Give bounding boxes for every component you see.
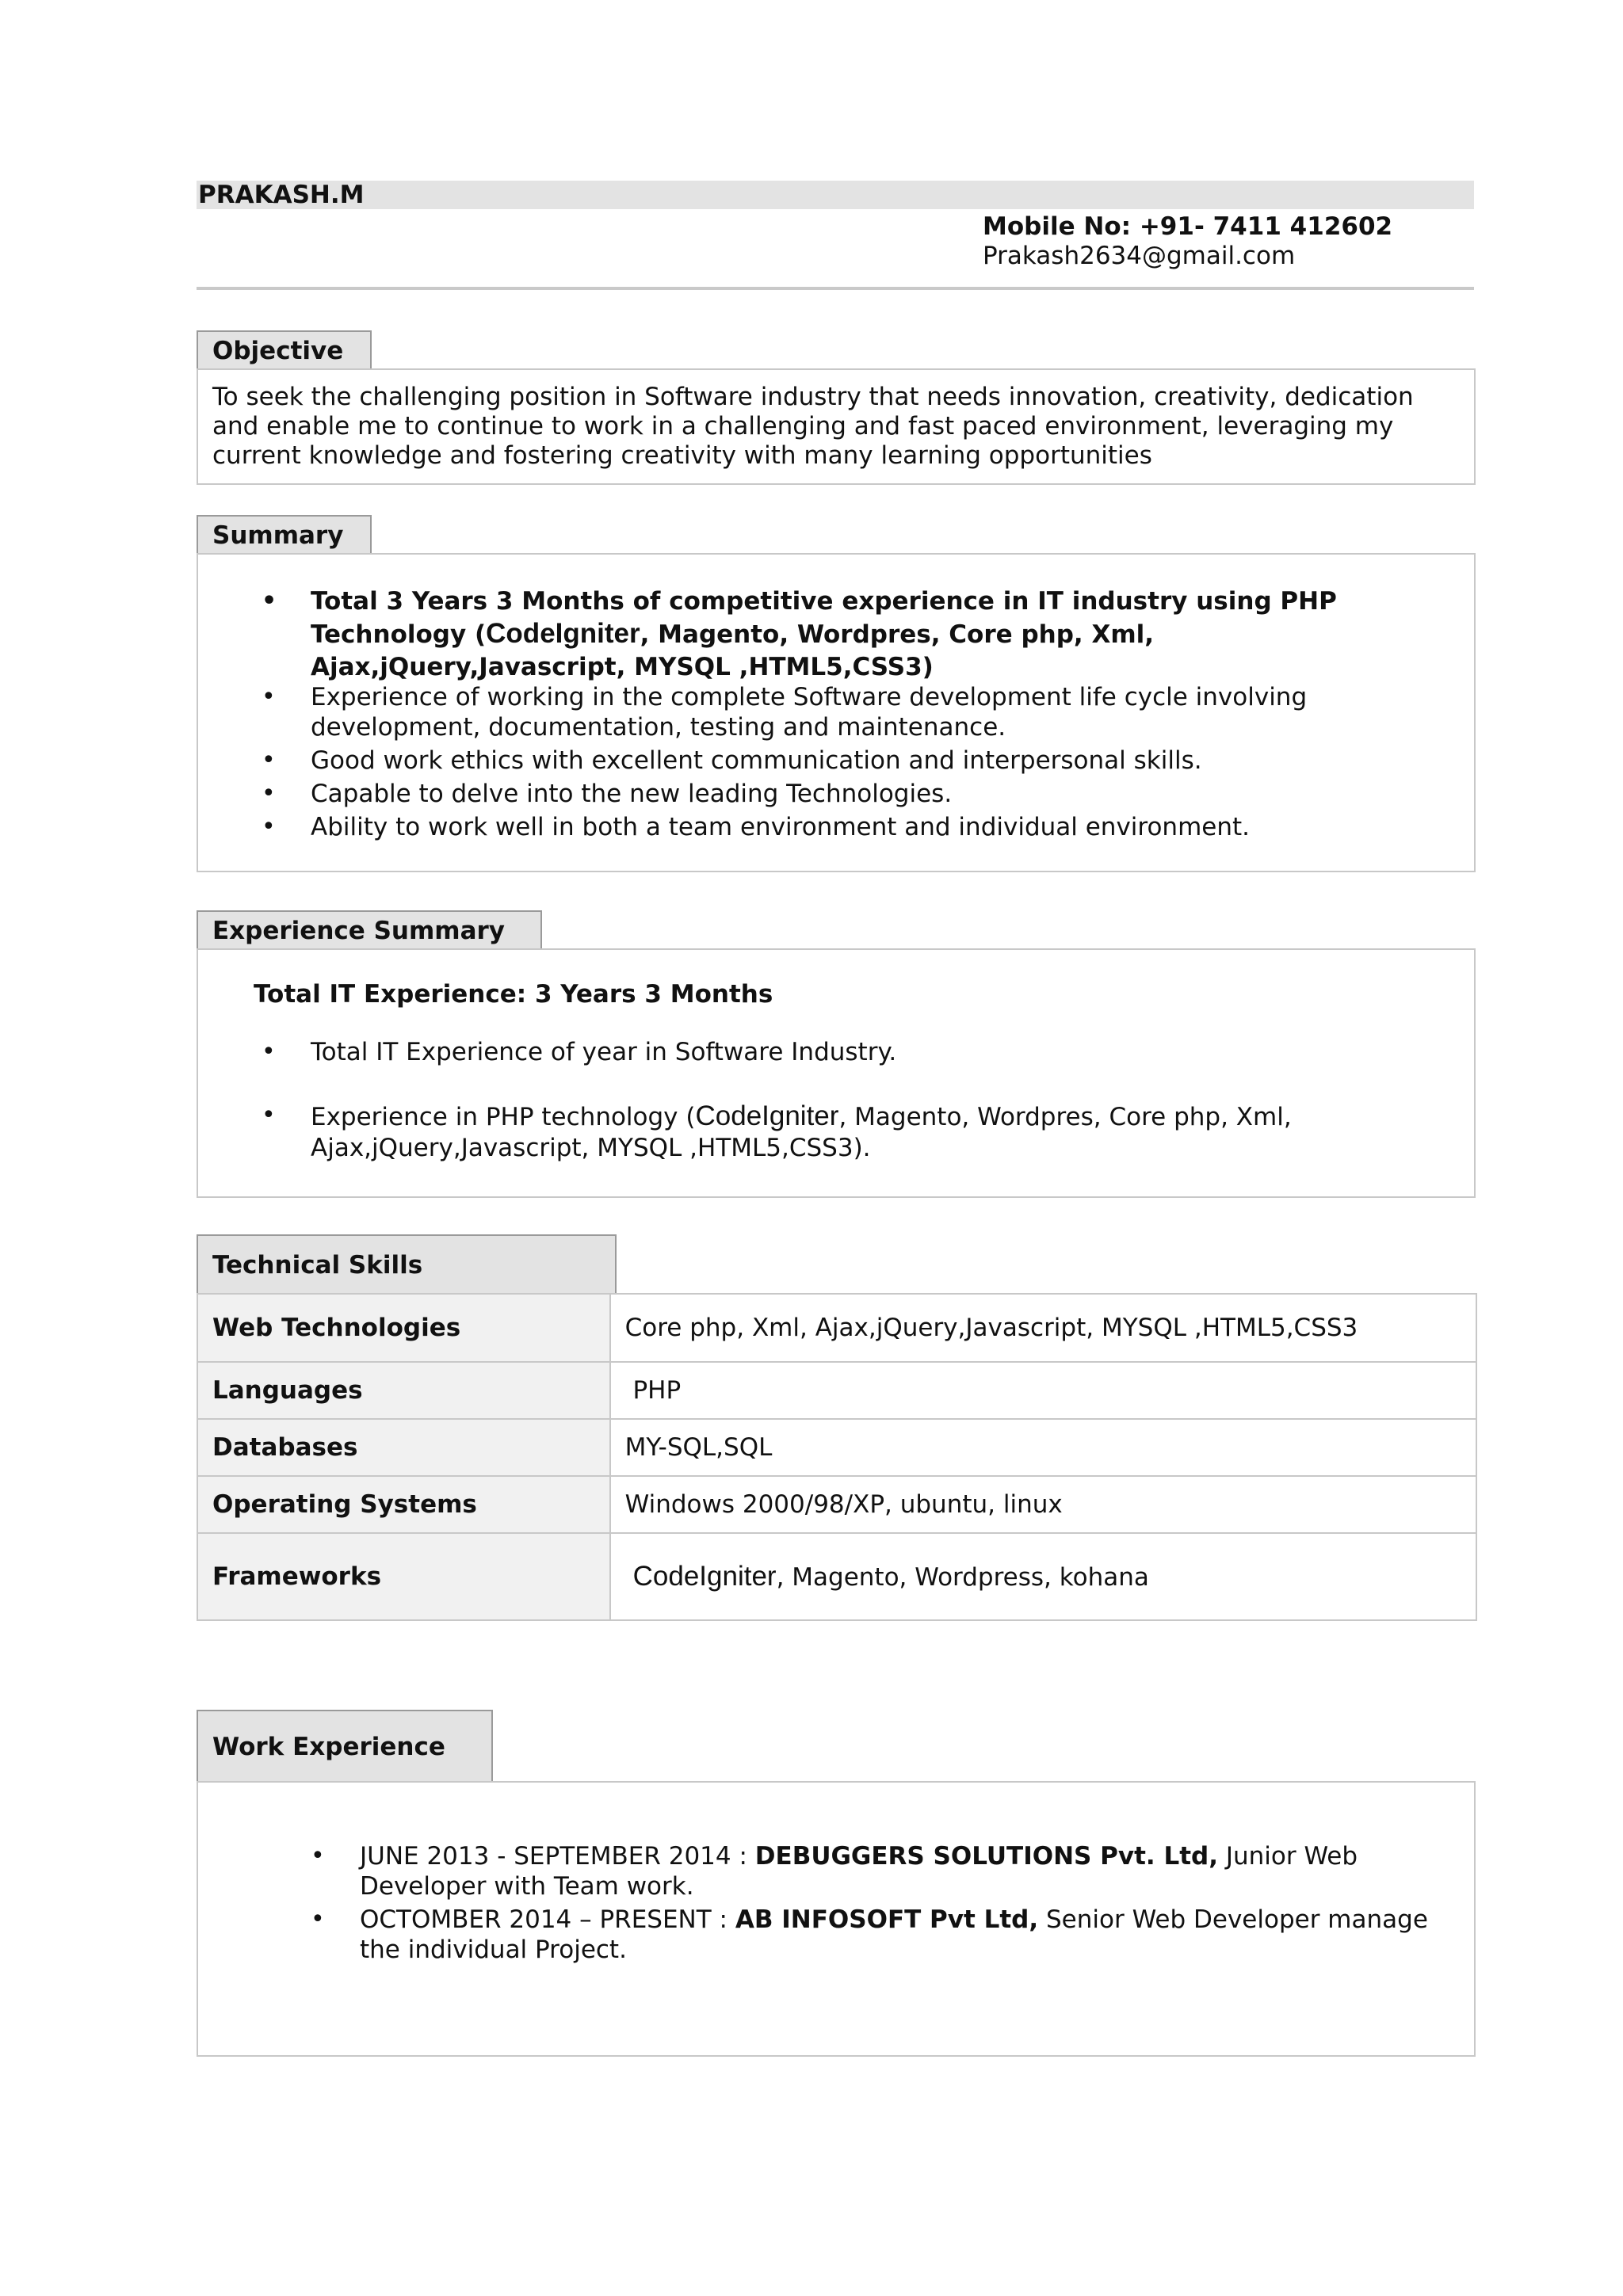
email-address: Prakash2634@gmail.com bbox=[983, 242, 1296, 270]
summary-item: • Ability to work well in both a team environment and individual environment. bbox=[198, 812, 1474, 842]
summary-list bbox=[198, 586, 1474, 842]
skill-value: Core php, Xml, Ajax,jQuery,Javascript, MYSQL ,HTML5,CSS3 bbox=[610, 1294, 1476, 1362]
name-bar bbox=[197, 181, 1474, 209]
header-divider bbox=[197, 287, 1474, 290]
skill-category: Operating Systems bbox=[197, 1476, 610, 1533]
skill-category: Web Technologies bbox=[197, 1294, 610, 1362]
experience-item: • Experience in PHP technology (CodeIgniter, Magento, Wordpres, Core php, Xml, Ajax,jQuery,Javascript, MYSQL ,HTML5,CSS3). bbox=[198, 1100, 1474, 1163]
skill-value: CodeIgniter, Magento, Wordpress, kohana bbox=[610, 1533, 1476, 1620]
summary-heading: Summary bbox=[197, 515, 372, 553]
objective-heading: Objective bbox=[197, 330, 372, 368]
job-item: • OCTOMBER 2014 – PRESENT : AB INFOSOFT Pvt Ltd, Senior Web Developer manage the individual Project. bbox=[247, 1905, 1468, 1965]
table-row bbox=[197, 1362, 1476, 1419]
skill-category: Languages bbox=[197, 1362, 610, 1419]
summary-item: • Total 3 Years 3 Months of competitive experience in IT industry using PHP Technology (CodeIgniter, Magento, Wordpres, Core php, Xml, Ajax,jQuery,Javascript, MYSQL ,HTML5,CSS3) bbox=[198, 586, 1474, 682]
total-experience: Total IT Experience: 3 Years 3 Months bbox=[254, 980, 773, 1009]
company-name: AB INFOSOFT Pvt Ltd, bbox=[735, 1905, 1039, 1934]
summary-box bbox=[197, 553, 1476, 872]
summary-item: • Good work ethics with excellent communication and interpersonal skills. bbox=[198, 746, 1474, 776]
table-row bbox=[197, 1476, 1476, 1533]
technical-skills-heading: Technical Skills bbox=[197, 1234, 617, 1293]
experience-item: • Total IT Experience of year in Software Industry. bbox=[198, 1037, 1474, 1067]
skill-value: MY-SQL,SQL bbox=[610, 1419, 1476, 1476]
technical-skills-table bbox=[197, 1293, 1477, 1621]
objective-line-2: and enable me to continue to work in a challenging and fast paced environment, leveraging my bbox=[212, 412, 1394, 441]
codeigniter-brand: CodeIgniter bbox=[486, 618, 640, 649]
objective-line-1: To seek the challenging position in Software industry that needs innovation, creativity, dedication bbox=[212, 383, 1414, 411]
experience-summary-heading: Experience Summary bbox=[197, 910, 542, 948]
work-list bbox=[247, 1841, 1468, 1965]
work-experience-heading: Work Experience bbox=[197, 1710, 493, 1781]
objective-line-3: current knowledge and fostering creativity with many learning opportunities bbox=[212, 441, 1152, 470]
experience-summary-box bbox=[197, 948, 1476, 1198]
skill-category: Frameworks bbox=[197, 1533, 610, 1620]
experience-list bbox=[198, 1037, 1474, 1163]
skill-value: PHP bbox=[610, 1362, 1476, 1419]
summary-item: • Experience of working in the complete Software development life cycle involving development, documentation, testing and maintenance. bbox=[198, 682, 1474, 742]
mobile-number: Mobile No: +91- 7411 412602 bbox=[983, 212, 1393, 241]
table-row bbox=[197, 1533, 1476, 1620]
skill-category: Databases bbox=[197, 1419, 610, 1476]
company-name: DEBUGGERS SOLUTIONS Pvt. Ltd, bbox=[754, 1842, 1218, 1871]
table-row bbox=[197, 1419, 1476, 1476]
work-experience-box bbox=[197, 1781, 1476, 2057]
objective-box bbox=[197, 368, 1476, 485]
table-row bbox=[197, 1294, 1476, 1362]
job-item: • JUNE 2013 - SEPTEMBER 2014 : DEBUGGERS SOLUTIONS Pvt. Ltd, Junior Web Developer with Team work. bbox=[247, 1841, 1468, 1901]
codeigniter-brand: CodeIgniter bbox=[632, 1561, 777, 1592]
summary-item: • Capable to delve into the new leading Technologies. bbox=[198, 779, 1474, 809]
candidate-name: PRAKASH.M bbox=[198, 181, 365, 209]
codeigniter-brand: CodeIgniter bbox=[695, 1100, 839, 1131]
skill-value: Windows 2000/98/XP, ubuntu, linux bbox=[610, 1476, 1476, 1533]
